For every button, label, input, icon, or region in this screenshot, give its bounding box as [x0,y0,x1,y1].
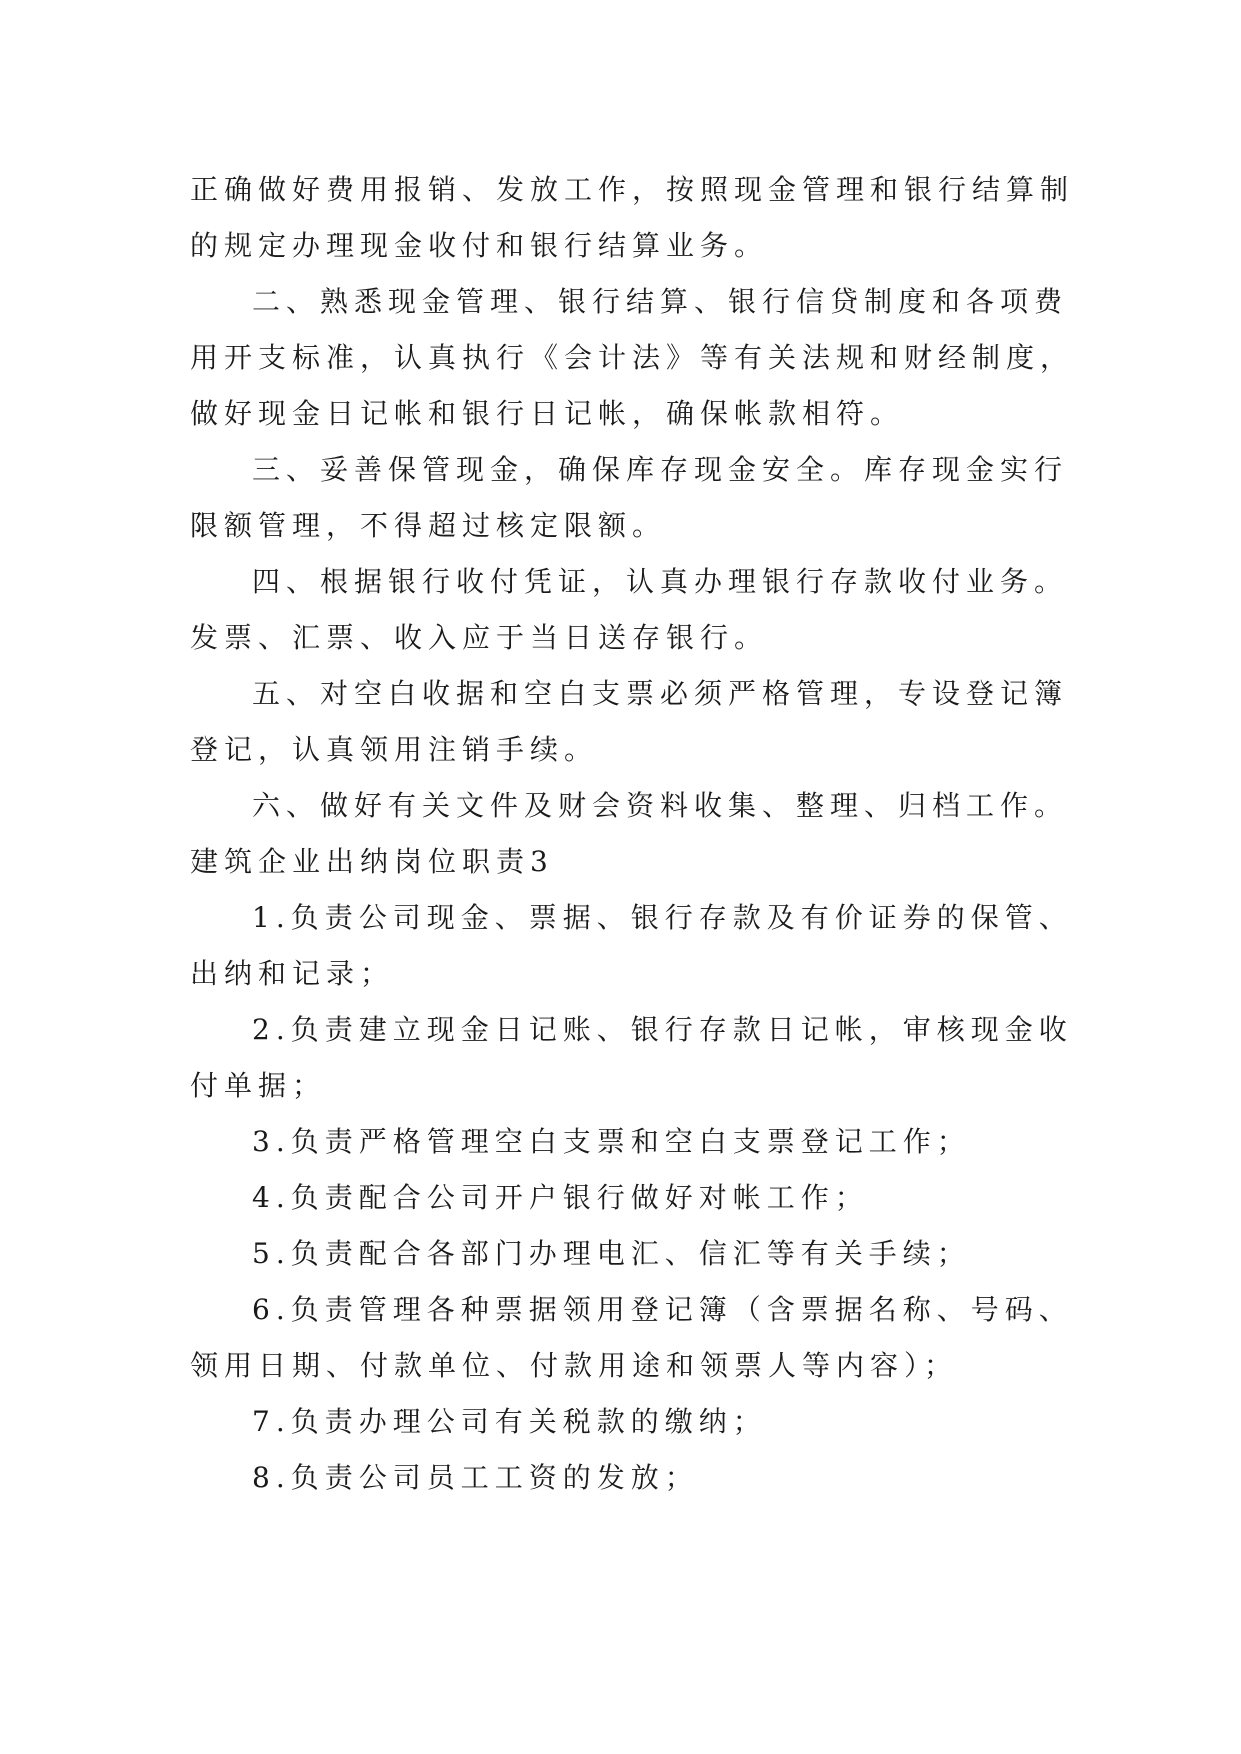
text-line: 五、对空白收据和空白支票必须严格管理，专设登记簿 [252,677,1069,710]
text-line: 四、根据银行收付凭证，认真办理银行存款收付业务。 [252,565,1069,598]
text-line: 用开支标准，认真执行《会计法》等有关法规和财经制度， [190,341,1075,374]
text-line: 限额管理，不得超过核定限额。 [190,509,667,542]
text-line: 4.负责配合公司开户银行做好对帐工作； [252,1181,869,1214]
text-line: 二、熟悉现金管理、银行结算、银行信贷制度和各项费 [252,285,1069,318]
text-line: 付单据； [190,1069,327,1102]
document-body [190,162,1075,1506]
text-line: 做好现金日记帐和银行日记帐，确保帐款相符。 [190,397,905,430]
section-heading: 建筑企业出纳岗位职责3 [190,845,554,878]
text-line: 8.负责公司员工工资的发放； [252,1461,699,1494]
text-line: 2.负责建立现金日记账、银行存款日记帐，审核现金收 [252,1013,1073,1046]
text-line: 3.负责严格管理空白支票和空白支票登记工作； [252,1125,971,1158]
text-line: 三、妥善保管现金，确保库存现金安全。库存现金实行 [252,453,1069,486]
text-line: 6.负责管理各种票据领用登记簿（含票据名称、号码、 [252,1293,1073,1326]
text-line: 出纳和记录； [190,957,395,990]
text-line: 正确做好费用报销、发放工作，按照现金管理和银行结算制 [190,173,1075,206]
text-line: 5.负责配合各部门办理电汇、信汇等有关手续； [252,1237,971,1270]
text-line: 领用日期、付款单位、付款用途和领票人等内容）； [190,1349,959,1382]
text-line: 六、做好有关文件及财会资料收集、整理、归档工作。 [252,789,1069,822]
text-line: 7.负责办理公司有关税款的缴纳； [252,1405,767,1438]
text-line: 登记，认真领用注销手续。 [190,733,599,766]
text-line: 的规定办理现金收付和银行结算业务。 [190,229,769,262]
text-line: 发票、汇票、收入应于当日送存银行。 [190,621,769,654]
text-line: 1.负责公司现金、票据、银行存款及有价证券的保管、 [252,901,1073,934]
